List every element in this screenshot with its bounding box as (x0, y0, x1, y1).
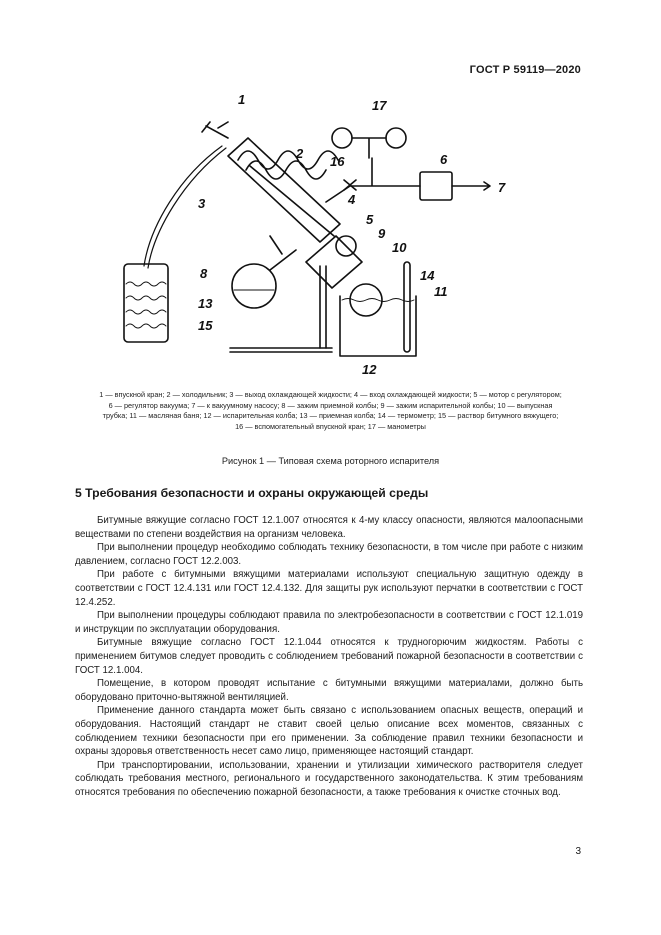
receiving-flask (232, 264, 276, 308)
label-8: 8 (200, 266, 208, 281)
label-14: 14 (420, 268, 435, 283)
sample-jar (124, 264, 168, 342)
to-pump-arrow (452, 182, 490, 190)
label-6: 6 (440, 152, 448, 167)
label-16: 16 (330, 154, 345, 169)
label-17: 17 (372, 98, 387, 113)
paragraph: При работе с битумными вяжущими материалами используют специальную защитную одежду в соответствии с ГОСТ 12.4.131 или ГОСТ 12.4.132. Для защиты рук используют перчатки в соответствии с ГОСТ 12.4.252. (75, 569, 583, 608)
label-9: 9 (378, 226, 386, 241)
document-code: ГОСТ Р 59119—2020 (469, 64, 581, 76)
manometer-line (352, 138, 386, 158)
figure-caption: Рисунок 1 — Типовая схема роторного испарителя (221, 456, 440, 466)
label-15: 15 (198, 318, 213, 333)
paragraph: При выполнении процедур необходимо соблюдать технику безопасности, в том числе при работе с низким давлением, согласно ГОСТ 12.2.003. (75, 542, 583, 567)
paragraph: Битумные вяжущие согласно ГОСТ 12.1.007 относятся к 4-му классу опасности, являются малоопасными веществами по степени воздействия на организм человека. (75, 515, 583, 540)
diagram-svg (110, 86, 550, 386)
label-12: 12 (362, 362, 377, 377)
manometer-right (386, 128, 406, 148)
inlet-valve (202, 122, 228, 138)
label-11: 11 (434, 284, 448, 299)
receiving-flask-neck (270, 250, 296, 270)
paragraph: Применение данного стандарта может быть связано с использованием опасных веществ, операций и оборудования. Настоящий стандарт не ставит своей целью описание всех моментов, связанных с соблюдением техники безопасности при его применении. За соблюдение правил техники безопасности и охраны здоровья ответственность несет само лицо, применяющее настоящий стандарт. (75, 705, 583, 758)
motor-housing (306, 236, 362, 288)
page-number: 3 (575, 846, 581, 857)
sample-hose (144, 146, 222, 266)
rotary-evaporator-diagram (110, 86, 550, 386)
label-3: 3 (198, 196, 206, 211)
paragraph: Помещение, в котором проводят испытание с битумными вяжущими материалами, должно быть оборудовано приточно-вытяжной вентиляцией. (75, 678, 583, 703)
label-4: 4 (348, 192, 356, 207)
vacuum-regulator (420, 172, 452, 200)
thermometer (404, 262, 410, 352)
paragraph: При транспортировании, использовании, хранении и утилизации химического растворителя следует соблюдать требования местного, регионального и государственного законодательства. К этим требованиям относятся требования по обеспечению пожарной безопасности, а также требования к очистке сточных вод. (75, 759, 583, 798)
aux-valve (344, 180, 356, 190)
paragraph: При выполнении процедуры соблюдают правила по электробезопасности в соответствии с ГОСТ 12.1.019 и инструкции по эксплуатации оборудования. (75, 610, 583, 635)
label-1: 1 (238, 92, 246, 107)
paragraph: Битумные вяжущие согласно ГОСТ 12.1.044 относятся к трудногорючим жидкостям. Работы с применением битумов следует проводить с соблюдением требований пожарной безопасности в соответствии с ГОСТ 12.1.004. (75, 637, 583, 676)
manometer-left (332, 128, 352, 148)
figure-legend: 1 — впускной кран; 2 — холодильник; 3 — выход охлаждающей жидкости; 4 — вход охлаждающей жидкости; 5 — мотор с регулятором; 6 — регулятор вакуума; 7 — к вакуумному насосу; 8 — зажим приемной колбы; 9 — зажим испарительной колбы; 10 — выпускная трубка; 11 — масляная баня; 12 — испарительная колба; 13 — приемная колба; 14 — термометр; 15 — раствор битумного вяжущего; 16 — вспомогательный впускной кран; 17 — манометры (99, 390, 562, 431)
label-13: 13 (198, 296, 213, 311)
label-10: 10 (392, 240, 407, 255)
stand-base (230, 348, 332, 352)
label-5: 5 (366, 212, 374, 227)
receiving-clamp (270, 236, 282, 254)
section-body (75, 514, 583, 799)
sample-hose-2 (148, 148, 226, 268)
label-7: 7 (498, 180, 506, 195)
label-2: 2 (296, 146, 304, 161)
section-title: 5 Требования безопасности и охраны окружающей среды (75, 486, 429, 500)
jar-liquid (126, 282, 166, 328)
